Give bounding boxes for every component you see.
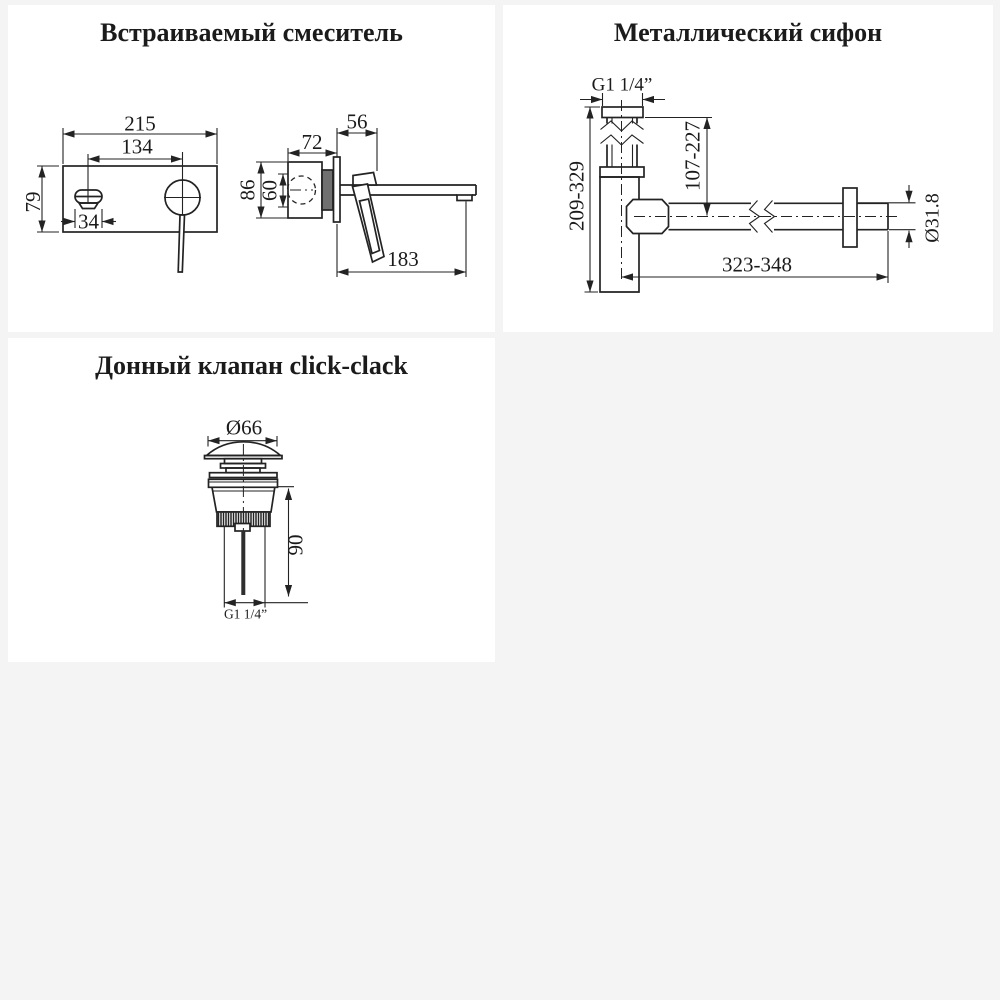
dim-handle-reach [337, 110, 377, 172]
svg-text:323-348: 323-348 [722, 252, 792, 277]
svg-text:72: 72 [301, 130, 323, 154]
dim-hole-centers [88, 135, 183, 204]
mixer-front-view [21, 112, 217, 273]
svg-text:34: 34 [78, 209, 99, 234]
svg-text:209-329: 209-329 [564, 161, 589, 231]
mixer-side-view [236, 110, 477, 278]
mixer-aerator [457, 195, 472, 201]
svg-text:183: 183 [387, 247, 419, 271]
dim-body-depth [288, 128, 337, 161]
siphon-title: Металлический сифон [613, 18, 883, 47]
dim-height-range [565, 107, 601, 292]
panel-siphon [503, 5, 993, 332]
valve-rod [241, 531, 245, 595]
mixer-wall-plate-side [334, 157, 341, 222]
valve-title: Донный клапан click-clack [95, 351, 408, 380]
svg-text:86: 86 [235, 179, 260, 201]
svg-text:90: 90 [283, 534, 308, 556]
dim-plate-height [21, 166, 59, 232]
siphon-wall-flange [843, 188, 857, 247]
siphon-bottle-body [600, 177, 639, 292]
panel-mixer [8, 5, 495, 332]
siphon-drawing [503, 5, 993, 332]
panel-valve [8, 338, 495, 662]
svg-text:134: 134 [121, 134, 153, 159]
mixer-handle-pivot [353, 173, 377, 186]
valve-body-group [205, 442, 283, 595]
svg-text:60: 60 [257, 180, 282, 201]
svg-text:Ø66: Ø66 [225, 415, 263, 440]
dim-spout-length [337, 202, 466, 278]
mixer-title: Встраиваемый смеситель [100, 18, 403, 47]
svg-text:215: 215 [124, 111, 156, 136]
svg-text:G1 1/4”: G1 1/4” [591, 74, 653, 96]
siphon-inlet-nut [602, 107, 643, 118]
dim-cartridge-height [258, 174, 289, 207]
valve-drawing [8, 338, 495, 662]
dim-body-height [277, 487, 308, 597]
mixer-drawing [8, 5, 495, 332]
svg-text:79: 79 [21, 191, 45, 213]
mixer-handle-lever-front [178, 215, 184, 272]
dim-inlet-thread [580, 75, 665, 107]
svg-text:G1 1/4”: G1 1/4” [223, 606, 268, 622]
svg-text:107-227: 107-227 [680, 121, 705, 191]
svg-text:Ø31.8: Ø31.8 [921, 193, 944, 243]
svg-text:56: 56 [346, 109, 368, 134]
dim-spout-width [61, 209, 116, 234]
valve-nut [235, 524, 250, 532]
